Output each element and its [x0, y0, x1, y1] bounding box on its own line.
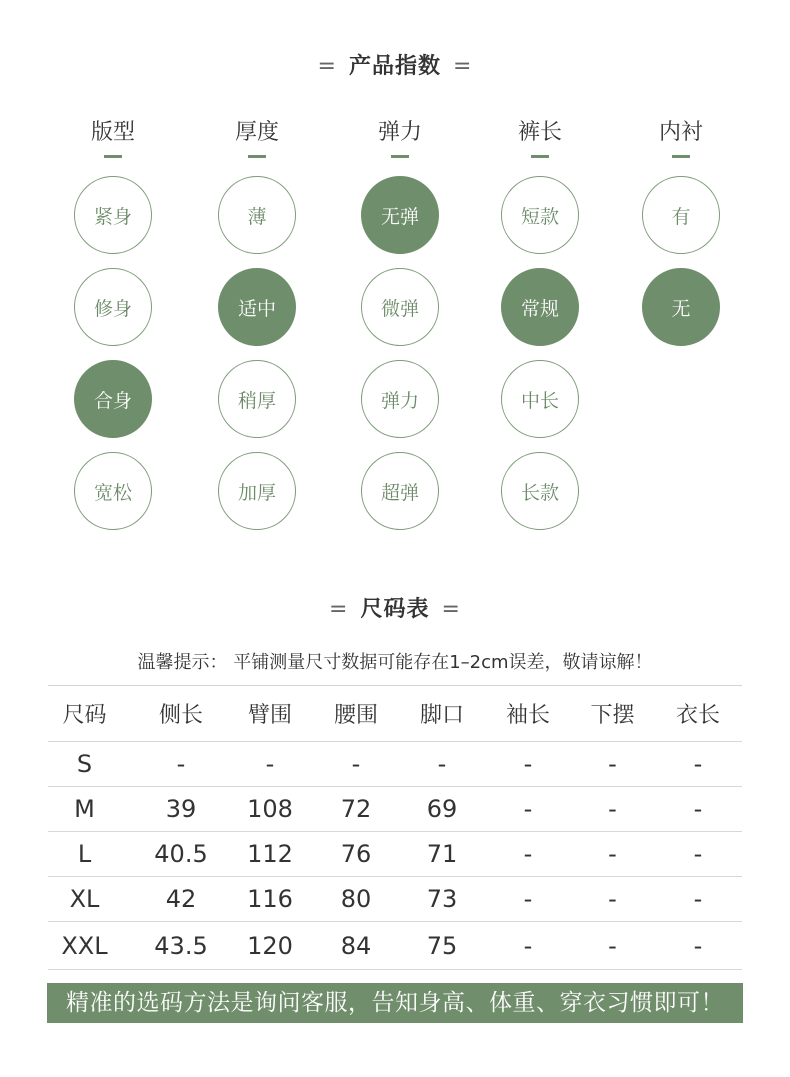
elasticity-option: 微弹: [361, 268, 439, 346]
table-cell: -: [654, 787, 742, 832]
thickness-option: 稍厚: [218, 360, 296, 438]
lining-header: 内衬: [658, 120, 703, 145]
column-header-size: 尺码: [48, 686, 135, 742]
table-cell: -: [485, 742, 571, 787]
table-cell: -: [135, 742, 227, 787]
size-label: M: [48, 787, 135, 832]
table-header-row: [48, 686, 742, 742]
table-cell: -: [654, 922, 742, 970]
elasticity-option: 超弹: [361, 452, 439, 530]
header-underline: [391, 155, 409, 158]
size-chart-title: [0, 595, 790, 625]
table-cell: -: [485, 877, 571, 922]
column-header-garment-length: 衣长: [654, 686, 742, 742]
length-option: 短款: [501, 176, 579, 254]
table-cell: 42: [135, 877, 227, 922]
column-header-arm: 臂围: [227, 686, 313, 742]
title-mark-left: =: [317, 54, 337, 79]
size-table: [48, 685, 742, 970]
table-cell: 73: [399, 877, 485, 922]
fit-option: 紧身: [74, 176, 152, 254]
fit-column: [53, 118, 173, 530]
thickness-option: 薄: [218, 176, 296, 254]
table-row: [48, 787, 742, 832]
size-label: S: [48, 742, 135, 787]
table-cell: -: [313, 742, 399, 787]
title-mark-left: =: [329, 597, 349, 622]
table-cell: -: [571, 742, 654, 787]
fit-option: 合身: [74, 360, 152, 438]
elasticity-option: 无弹: [361, 176, 439, 254]
size-label: XL: [48, 877, 135, 922]
thickness-option: 适中: [218, 268, 296, 346]
size-chart-title-text: 尺码表: [360, 597, 430, 622]
header-underline: [248, 155, 266, 158]
table-cell: -: [654, 742, 742, 787]
length-header: 裤长: [517, 120, 562, 145]
fit-option: 修身: [74, 268, 152, 346]
lining-option: 有: [642, 176, 720, 254]
thickness-option: 加厚: [218, 452, 296, 530]
table-cell: -: [399, 742, 485, 787]
elasticity-option: 弹力: [361, 360, 439, 438]
table-cell: 75: [399, 922, 485, 970]
table-cell: -: [571, 877, 654, 922]
table-cell: -: [485, 787, 571, 832]
fit-option: 宽松: [74, 452, 152, 530]
table-cell: -: [571, 832, 654, 877]
length-option: 中长: [501, 360, 579, 438]
table-cell: 108: [227, 787, 313, 832]
table-cell: -: [571, 787, 654, 832]
fit-header: 版型: [90, 120, 135, 145]
table-cell: 69: [399, 787, 485, 832]
column-header-hem-opening: 脚口: [399, 686, 485, 742]
length-option: 常规: [501, 268, 579, 346]
length-option: 长款: [501, 452, 579, 530]
table-cell: -: [485, 922, 571, 970]
header-underline: [672, 155, 690, 158]
column-header-waist: 腰围: [313, 686, 399, 742]
lining-column: [621, 118, 741, 346]
table-row: [48, 742, 742, 787]
table-cell: -: [654, 832, 742, 877]
table-cell: -: [485, 832, 571, 877]
header-underline: [104, 155, 122, 158]
thickness-options: [218, 176, 296, 530]
measurement-note: 温馨提示： 平铺测量尺寸数据可能存在1–2cm误差，敬请谅解！: [137, 652, 653, 673]
fit-options: [74, 176, 152, 530]
column-header-sleeve: 袖长: [485, 686, 571, 742]
table-row: [48, 877, 742, 922]
table-cell: 84: [313, 922, 399, 970]
title-mark-right: =: [441, 597, 461, 622]
size-label: XXL: [48, 922, 135, 970]
table-cell: 72: [313, 787, 399, 832]
table-cell: 120: [227, 922, 313, 970]
thickness-header: 厚度: [234, 120, 279, 145]
table-cell: 43.5: [135, 922, 227, 970]
table-cell: -: [654, 877, 742, 922]
elasticity-options: [361, 176, 439, 530]
table-cell: 80: [313, 877, 399, 922]
table-row: [48, 832, 742, 877]
table-cell: -: [571, 922, 654, 970]
table-cell: 116: [227, 877, 313, 922]
lining-options: [642, 176, 720, 346]
elasticity-column: [340, 118, 460, 530]
table-cell: 71: [399, 832, 485, 877]
footer-banner: 精准的选码方法是询问客服，告知身高、体重、穿衣习惯即可！: [47, 983, 743, 1023]
column-header-hem: 下摆: [571, 686, 654, 742]
product-index-title-text: 产品指数: [348, 54, 441, 79]
thickness-column: [197, 118, 317, 530]
table-cell: 39: [135, 787, 227, 832]
size-label: L: [48, 832, 135, 877]
header-underline: [531, 155, 549, 158]
length-options: [501, 176, 579, 530]
table-cell: -: [227, 742, 313, 787]
table-cell: 40.5: [135, 832, 227, 877]
lining-option: 无: [642, 268, 720, 346]
product-index-title: [0, 52, 790, 82]
table-cell: 76: [313, 832, 399, 877]
column-header-side-length: 侧长: [135, 686, 227, 742]
elasticity-header: 弹力: [377, 120, 422, 145]
table-row: [48, 922, 742, 970]
title-mark-right: =: [453, 54, 473, 79]
table-cell: 112: [227, 832, 313, 877]
length-column: [480, 118, 600, 530]
